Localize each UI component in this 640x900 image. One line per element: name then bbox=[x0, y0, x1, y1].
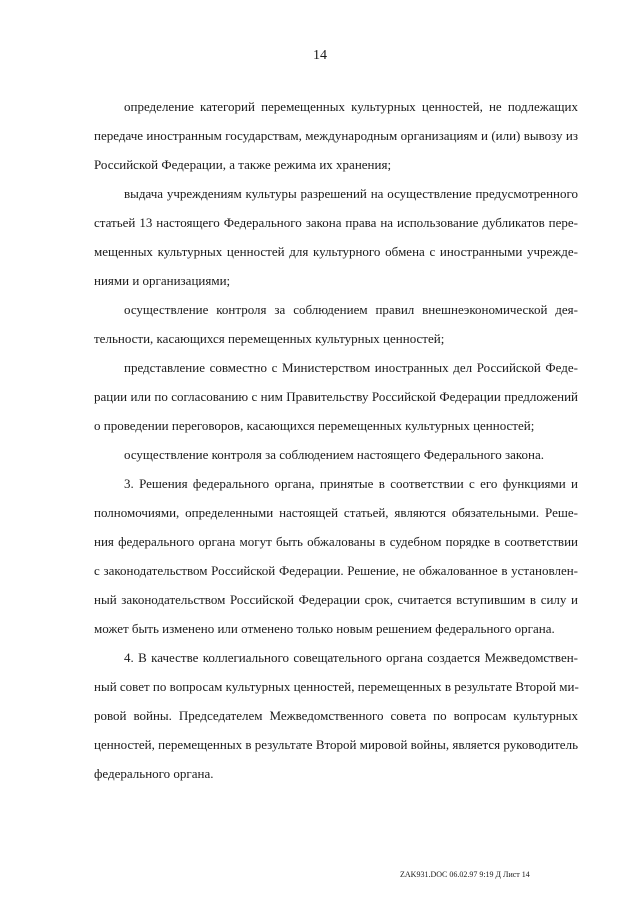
text-line: ный законодательством Российской Федерации срок, считается вступившим в силу и bbox=[94, 592, 578, 607]
text-line: может быть изменено или отменено только новым решением федерального органа. bbox=[94, 621, 555, 636]
text-line: выдача учреждениям культуры разрешений на осуществление предусмотренного bbox=[124, 186, 578, 201]
text-line: рации или по согласованию с ним Правительству Российской Федерации предложений bbox=[94, 389, 578, 404]
text-line: тельности, касающихся перемещенных культурных ценностей; bbox=[94, 331, 445, 346]
text-line: ровой войны. Председателем Межведомственного совета по вопросам культурных bbox=[94, 708, 578, 723]
text-line: полномочиями, определенными настоящей статьей, являются обязательными. Реше- bbox=[94, 505, 578, 520]
text-line: ния федерального органа могут быть обжалованы в судебном порядке в соответствии bbox=[94, 534, 578, 549]
text-line: определение категорий перемещенных культурных ценностей, не подлежащих bbox=[124, 99, 578, 114]
text-line: с законодательством Российской Федерации. Решение, не обжалованное в установлен- bbox=[94, 563, 578, 578]
text-line: ный совет по вопросам культурных ценностей, перемещенных в результате Второй ми- bbox=[94, 679, 579, 694]
text-line: осуществление контроля за соблюдением правил внешнеэкономической дея- bbox=[124, 302, 578, 317]
text-line: ценностей, перемещенных в результате Второй мировой войны, является руководитель bbox=[94, 737, 578, 752]
text-line: 4. В качестве коллегиального совещательного органа создается Межведомствен- bbox=[124, 650, 578, 665]
text-line: статьей 13 настоящего Федерального закона права на использование дубликатов пере- bbox=[94, 215, 578, 230]
text-line: 3. Решения федерального органа, принятые в соответствии с его функциями и bbox=[124, 476, 578, 491]
text-line: о проведении переговоров, касающихся перемещенных культурных ценностей; bbox=[94, 418, 535, 433]
text-line: осуществление контроля за соблюдением настоящего Федерального закона. bbox=[124, 447, 545, 462]
text-line: ниями и организациями; bbox=[94, 273, 231, 288]
document-body bbox=[94, 92, 578, 788]
text-line: представление совместно с Министерством иностранных дел Российской Феде- bbox=[124, 360, 578, 375]
text-line: передаче иностранным государствам, международным организациям и (или) вывозу из bbox=[94, 128, 578, 143]
text-line: Российской Федерации, а также режима их хранения; bbox=[94, 157, 392, 172]
text-line: федерального органа. bbox=[94, 766, 214, 781]
page-number: 14 bbox=[313, 48, 327, 63]
footer-file-info: ZAK931.DOC 06.02.97 9:19 Д Лист 14 bbox=[400, 870, 530, 879]
text-line: мещенных культурных ценностей для культурного обмена с иностранными учрежде- bbox=[94, 244, 578, 259]
